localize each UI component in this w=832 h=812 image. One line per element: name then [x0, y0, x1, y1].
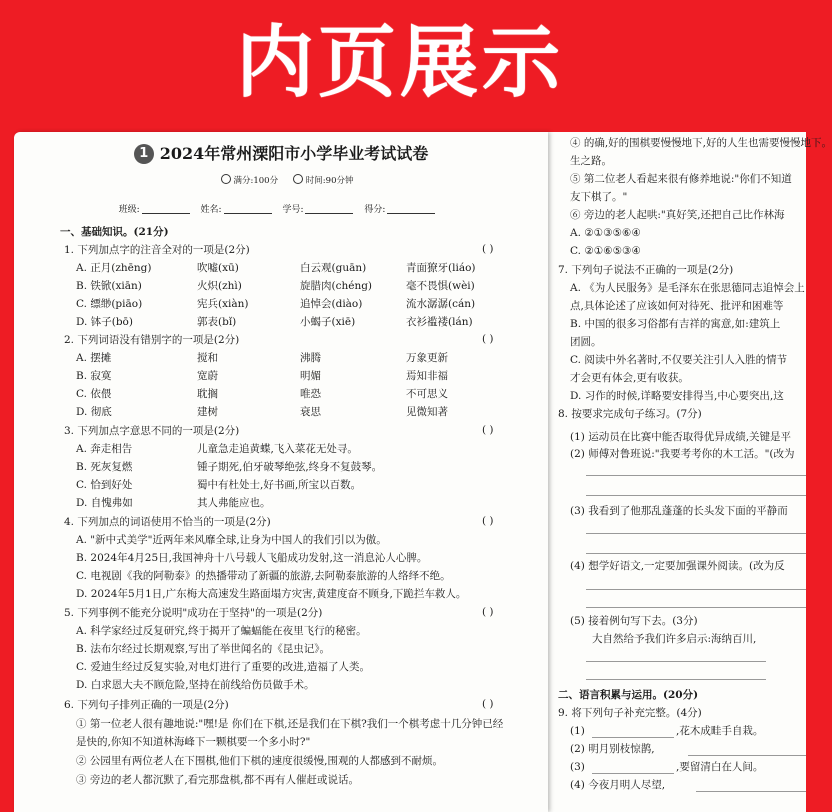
banner: [0, 0, 800, 125]
question-1: 1. 下列加点字的注音全对的一项是(2分): [64, 244, 250, 256]
q2-d-2: 建树: [197, 406, 218, 418]
q7-b-1: B. 中国的很多习俗都有吉祥的寓意,如:建筑上: [570, 318, 781, 330]
answer-paren: ( ): [482, 243, 494, 255]
fill-blank: [592, 772, 674, 774]
q3-c-1: C. 恰到好处: [76, 479, 133, 491]
answer-paren: ( ): [482, 424, 494, 436]
q5-c: C. 爱迪生经过反复实验,对电灯进行了重要的改进,造福了人类。: [76, 661, 371, 673]
answer-line: [586, 532, 806, 534]
question-3: 3. 下列加点字意思不同的一项是(2分): [64, 425, 240, 437]
question-7: 7. 下列句子说法不正确的一项是(2分): [558, 264, 734, 276]
q7-c-1: C. 阅读中外名著时,不仅要关注引人入胜的情节: [570, 354, 788, 366]
timer-icon: [293, 174, 303, 184]
q2-b-4: 焉知非福: [406, 370, 448, 382]
q1-c-1: C. 缥缈(piāo): [76, 298, 143, 310]
q2-a-4: 万象更新: [406, 352, 448, 364]
field-class-blank: [142, 203, 190, 214]
q8-5-example: 大自然给予我们许多启示:海纳百川,: [592, 633, 757, 645]
q5-d: D. 白求恩大夫不顾危险,坚持在前线给伤员做手术。: [76, 679, 315, 691]
fill-blank: [696, 790, 806, 792]
q9-3-label: (3): [570, 761, 585, 773]
exam-time: 时间:90分钟: [305, 176, 354, 186]
field-name-blank: [224, 203, 272, 214]
field-name-label: 姓名:: [200, 205, 222, 215]
q2-c-2: 耽搁: [197, 388, 218, 400]
q1-d-4: 衣衫褴褛(lán): [406, 316, 473, 328]
q2-d-4: 见微知著: [406, 406, 448, 418]
student-fields: [14, 202, 548, 215]
q3-a-2: 儿童急走追黄蝶,飞入菜花无处寻。: [197, 443, 358, 455]
exam-meta: [14, 174, 548, 186]
q4-c: C. 电视剧《我的阿勒泰》的热播带动了新疆的旅游,去阿勒泰旅游的人络绎不绝。: [76, 570, 451, 582]
q6-item-2: ② 公园里有两位老人在下围棋,他们下棋的速度很缓慢,围观的人都感到不耐烦。: [76, 755, 444, 767]
r-line-6: A. ②①③⑤⑥④: [570, 227, 641, 239]
q2-a-1: A. 摆摊: [76, 352, 112, 364]
q4-d: D. 2024年5月1日,广东梅大高速发生路面塌方灾害,黄建度奋不顾身,下跪拦车救人。: [76, 588, 467, 600]
r-line-4: 友下棋了。": [570, 191, 628, 203]
q2-c-3: 唯恐: [300, 388, 321, 400]
q2-c-1: C. 依偎: [76, 388, 112, 400]
q2-d-1: D. 彻底: [76, 406, 112, 418]
exam-title: [14, 141, 548, 164]
r-line-3: ⑤ 第二位老人看起来很有修养地说:"你们不知道: [570, 173, 792, 185]
q8-1: (1) 运动员在比赛中能否取得优异成绩,关键是平: [570, 431, 792, 443]
q2-c-4: 不可思义: [406, 388, 448, 400]
q6-item-1a: ① 第一位老人很有趣地说:"嘿!是 你们在下棋,还是我们在下棋?我们一个棋考虑十几分钟已经: [76, 718, 504, 730]
q1-a-1: A. 正月(zhēng): [76, 262, 152, 274]
q1-a-4: 青面獠牙(liáo): [406, 262, 476, 274]
q9-1-text: ,花木成畦手自栽。: [676, 725, 764, 737]
q7-c-2: 才会更有体会,更有收获。: [570, 372, 689, 384]
answer-paren: ( ): [482, 698, 494, 710]
q3-b-2: 锺子期死,伯牙破琴绝弦,终身不复鼓琴。: [197, 461, 383, 473]
r-line-2: 生之路。: [570, 155, 612, 167]
q1-d-3: 小蝎子(xiē): [300, 316, 356, 328]
q7-d: D. 习作的时候,详略要安排得当,中心要突出,这: [570, 390, 784, 402]
field-id-label: 学号:: [282, 205, 304, 215]
answer-line: [586, 588, 806, 590]
answer-line: [586, 552, 806, 554]
q6-item-1b: 是快的,你知不知道林海峰下一颗棋要一个多小时?": [76, 736, 311, 748]
answer-paren: ( ): [482, 606, 494, 618]
answer-line: [586, 678, 766, 680]
fill-blank: [688, 754, 806, 756]
question-5: 5. 下列事例不能充分说明"成功在于坚持"的一项是(2分): [64, 607, 323, 619]
q1-a-3: 白云观(guān): [300, 262, 367, 274]
q1-b-4: 毫不畏惧(wèi): [406, 280, 475, 292]
field-score-label: 得分:: [364, 205, 386, 215]
r-line-1: ④ 的确,好的围棋要慢慢地下,好的人生也需要慢慢地下。: [570, 137, 832, 149]
answer-paren: ( ): [482, 333, 494, 345]
q4-b: B. 2024年4月25日,我国神舟十八号载人飞船成功发射,这一消息沁人心脾。: [76, 552, 428, 564]
q3-c-2: 蜀中有杜处士,好书画,所宝以百数。: [197, 479, 362, 491]
q1-b-1: B. 铁锨(xiān): [76, 280, 142, 292]
right-page: [546, 132, 832, 812]
section-heading: 一、基础知识。(21分): [60, 226, 169, 238]
q1-d-2: 郭表(bǐ): [197, 316, 237, 328]
q5-b: B. 法布尔经过长期观察,写出了举世闻名的《昆虫记》。: [76, 643, 330, 655]
q3-d-2: 其人弗能应也。: [197, 497, 271, 509]
q2-b-2: 宽蔚: [197, 370, 218, 382]
clock-icon: [221, 174, 231, 184]
r-line-7: C. ②①⑥⑤③④: [570, 245, 641, 257]
q7-b-2: 团圆。: [570, 336, 602, 348]
q1-c-4: 流水潺潺(cán): [406, 298, 476, 310]
q3-a-1: A. 奔走相告: [76, 443, 133, 455]
q8-5: (5) 接着例句写下去。(3分): [570, 615, 698, 627]
q7-a-2: 点,具体论述了应该如何对待死、批评和困难等: [570, 300, 784, 312]
q2-a-3: 沸腾: [300, 352, 321, 364]
q1-b-3: 旋腊肉(chéng): [300, 280, 373, 292]
q3-b-1: B. 死灰复燃: [76, 461, 133, 473]
answer-line: [586, 474, 806, 476]
q7-a-1: A. 《为人民服务》是毛泽东在张思德同志追悼会上: [570, 282, 805, 294]
r-line-5: ⑥ 旁边的老人起哄:"真好笑,还把自己比作林海: [570, 209, 785, 221]
q1-c-2: 宪兵(xiàn): [197, 298, 249, 310]
answer-line: [586, 606, 806, 608]
question-6: 6. 下列句子排列正确的一项是(2分): [64, 699, 229, 711]
exam-title-text: 2024年常州溧阳市小学毕业考试试卷: [159, 144, 429, 163]
q8-3: (3) 我看到了他那乱蓬蓬的长头发下面的平静而: [570, 505, 788, 517]
answer-line: [586, 494, 806, 496]
q5-a: A. 科学家经过反复研究,终于揭开了蝙蝠能在夜里飞行的秘密。: [76, 625, 367, 637]
field-score-blank: [387, 203, 435, 214]
answer-paren: ( ): [482, 515, 494, 527]
q9-4: (4) 今夜月明人尽望,: [570, 779, 666, 791]
question-4: 4. 下列加点的词语使用不恰当的一项是(2分): [64, 516, 271, 528]
exam-number-badge: 1: [134, 144, 154, 164]
q9-3-text: ,要留清白在人间。: [676, 761, 764, 773]
q2-d-3: 衰思: [300, 406, 321, 418]
q2-b-1: B. 寂寞: [76, 370, 112, 382]
question-8: 8. 按要求完成句子练习。(7分): [558, 408, 702, 420]
q3-d-1: D. 自愧弗如: [76, 497, 133, 509]
fill-blank: [592, 736, 674, 738]
q1-a-2: 吹嘘(xū): [197, 262, 239, 274]
q1-c-3: 追悼会(diào): [300, 298, 363, 310]
q1-b-2: 火炽(zhì): [197, 280, 242, 292]
q2-a-2: 搅和: [197, 352, 218, 364]
field-class-label: 班级:: [118, 205, 140, 215]
q8-4: (4) 想学好语文,一定要加强课外阅读。(改为反: [570, 560, 785, 572]
field-id-blank: [305, 203, 353, 214]
left-page: [14, 132, 548, 812]
q8-2: (2) 师傅对鲁班说:"我要考考你的木工活。"(改为: [570, 448, 795, 460]
q9-1-label: (1): [570, 725, 585, 737]
answer-line: [586, 660, 766, 662]
q4-a: A. "新中式美学"近两年来风靡全球,让身为中国人的我们引以为傲。: [76, 534, 387, 546]
full-score: 满分:100分: [233, 176, 279, 186]
question-9: 9. 将下列句子补充完整。(4分): [558, 707, 702, 719]
section-2-heading: 二、语言积累与运用。(20分): [558, 689, 699, 701]
q6-item-3: ③ 旁边的老人都沉默了,看完那盘棋,都不再有人催赶或说话。: [76, 774, 360, 786]
banner-title: 内页展示: [235, 17, 564, 108]
q1-d-1: D. 钵子(bō): [76, 316, 133, 328]
q9-2: (2) 明月别枝惊鹊,: [570, 743, 655, 755]
q2-b-3: 明媚: [300, 370, 321, 382]
question-2: 2. 下列词语没有错别字的一项是(2分): [64, 334, 240, 346]
